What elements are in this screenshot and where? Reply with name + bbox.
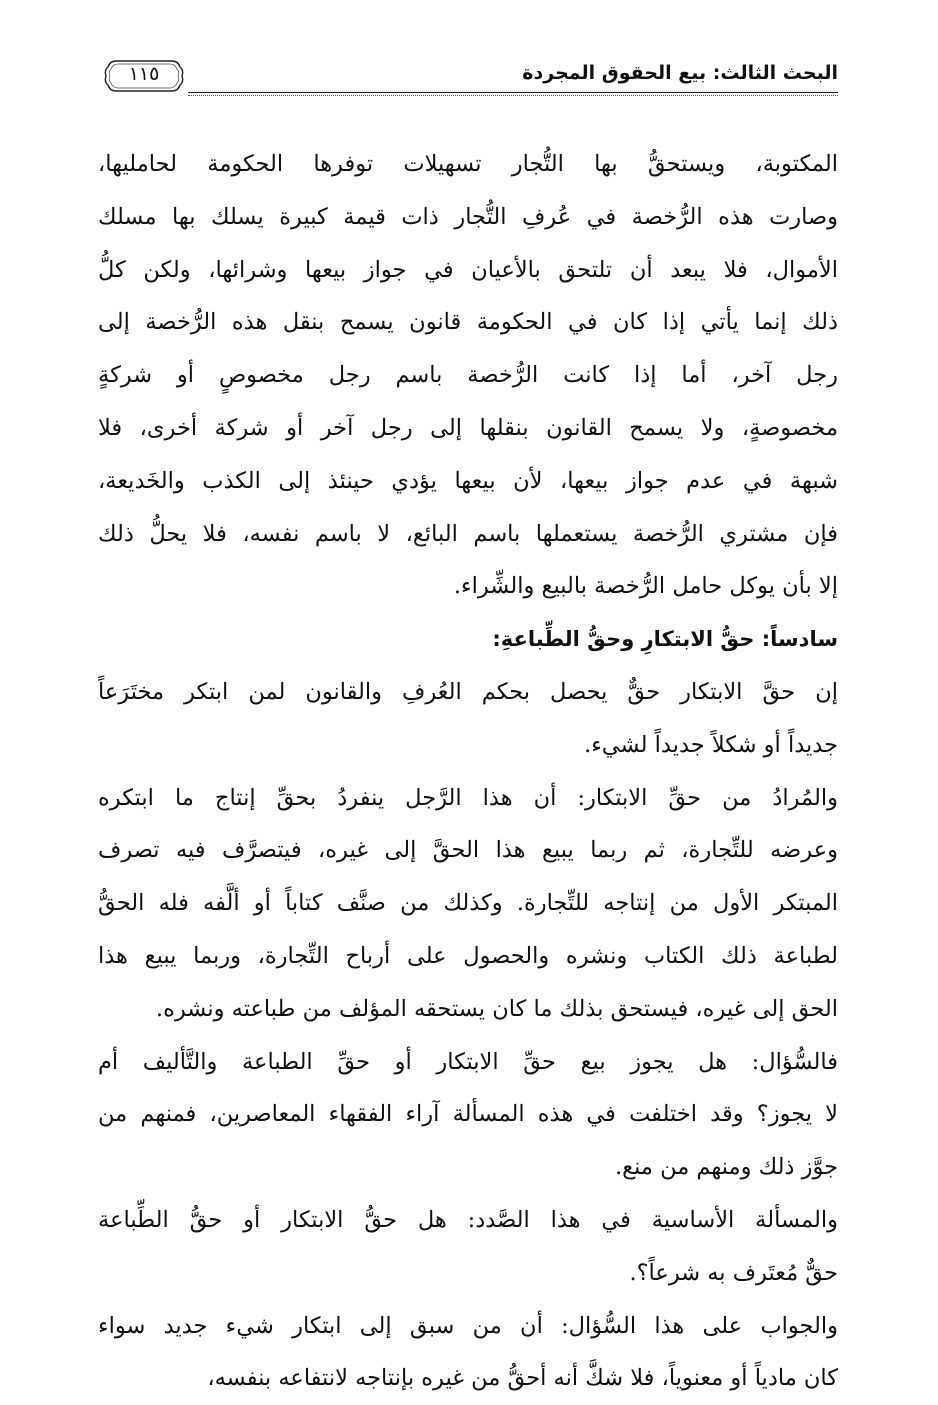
header-divider	[188, 92, 838, 93]
text-line: مخصوصةٍ، ولا يسمح القانون بنقلها إلى رجل آخر أو شركة أخرى، فلا	[98, 414, 838, 441]
text-line: الحق إلى غيره، فيستحق بذلك ما كان يستحقه المؤلف من طباعته ونشره.	[155, 995, 838, 1022]
header-divider-dotted	[188, 95, 838, 96]
text-line: شبهة في عدم جواز بيعها، لأن بيعها يؤدي حينئذ إلى الكذب والخَديعة،	[98, 467, 838, 494]
text-line: فالسُّؤال: هل يجوز بيع حقِّ الابتكار أو حقِّ الطباعة والتَّأليف أم	[98, 1048, 838, 1075]
text-line: والجواب على هذا السُّؤال: أن من سبق إلى ابتكار شيء جديد سواء	[98, 1312, 838, 1339]
text-line: فإن مشتري الرُّخصة يستعملها باسم البائع، لا باسم نفسه، فلا يحلُّ ذلك	[98, 520, 838, 547]
text-line: كان مادياً أو معنوياً، فلا شكَّ أنه أحقُّ من غيره بإنتاجه لانتفاعه بنفسه،	[207, 1365, 838, 1392]
chapter-title: البحث الثالث: بيع الحقوق المجردة	[522, 62, 838, 84]
text-line: جديداً أو شكلاً جديداً لشيء.	[584, 731, 838, 758]
page-number: ١١٥	[128, 63, 160, 85]
text-line: لطباعة ذلك الكتاب ونشره والحصول على أرباح التِّجارة، وربما يبيع هذا	[98, 942, 838, 969]
text-line: ذلك إنما يأتي إذا كان في الحكومة قانون يسمح بنقل هذه الرُّخصة إلى	[98, 309, 838, 336]
running-header	[96, 58, 838, 98]
text-line: رجل آخر، أما إذا كانت الرُّخصة باسم رجل مخصوصٍ أو شركةٍ	[98, 362, 838, 389]
page-body	[98, 138, 838, 1405]
text-line: والمسألة الأساسية في هذا الصَّدد: هل حقُّ الابتكار أو حقُّ الطِّباعة	[98, 1206, 838, 1233]
text-line: حقٌّ مُعتَرف به شرعاً؟.	[629, 1259, 838, 1286]
text-line: وعرضه للتِّجارة، ثم ربما يبيع هذا الحقَّ إلى غيره، فيتصرَّف فيه تصرف	[98, 837, 838, 864]
text-line: الأموال، فلا يبعد أن تلتحق بالأعيان في جواز بيعها وشرائها، ولكن كلُّ	[98, 256, 838, 283]
section-heading: سادساً: حقُّ الابتكارِ وحقُّ الطِّباعةِ:	[492, 627, 838, 652]
text-line: إلا بأن يوكل حامل الرُّخصة بالبيع والشِّراء.	[453, 573, 838, 600]
text-line: لا يجوز؟ وقد اختلفت في هذه المسألة آراء الفقهاء المعاصرين، فمنهم من	[98, 1101, 838, 1128]
text-line: المكتوبة، ويستحقُّ بها التُّجار تسهيلات توفرها الحكومة لحامليها،	[98, 151, 838, 177]
text-line: جوَّز ذلك ومنهم من منع.	[614, 1154, 838, 1181]
text-line: وصارت هذه الرُّخصة في عُرفِ التُّجار ذات قيمة كبيرة يسلك بها مسلك	[98, 203, 838, 230]
text-line: إن حقَّ الابتكار حقٌّ يحصل بحكم العُرفِ والقانون لمن ابتكر مختَرَعاً	[98, 678, 838, 705]
text-line: والمُرادُ من حقِّ الابتكار: أن هذا الرَّجل ينفردُ بحقِّ إنتاج ما ابتكره	[98, 784, 838, 811]
text-line: المبتكر الأول من إنتاجه للتِّجارة. وكذلك من صنَّف كتاباً أو ألَّفه فله الحقُّ	[98, 890, 838, 917]
page-number-frame	[102, 58, 186, 94]
